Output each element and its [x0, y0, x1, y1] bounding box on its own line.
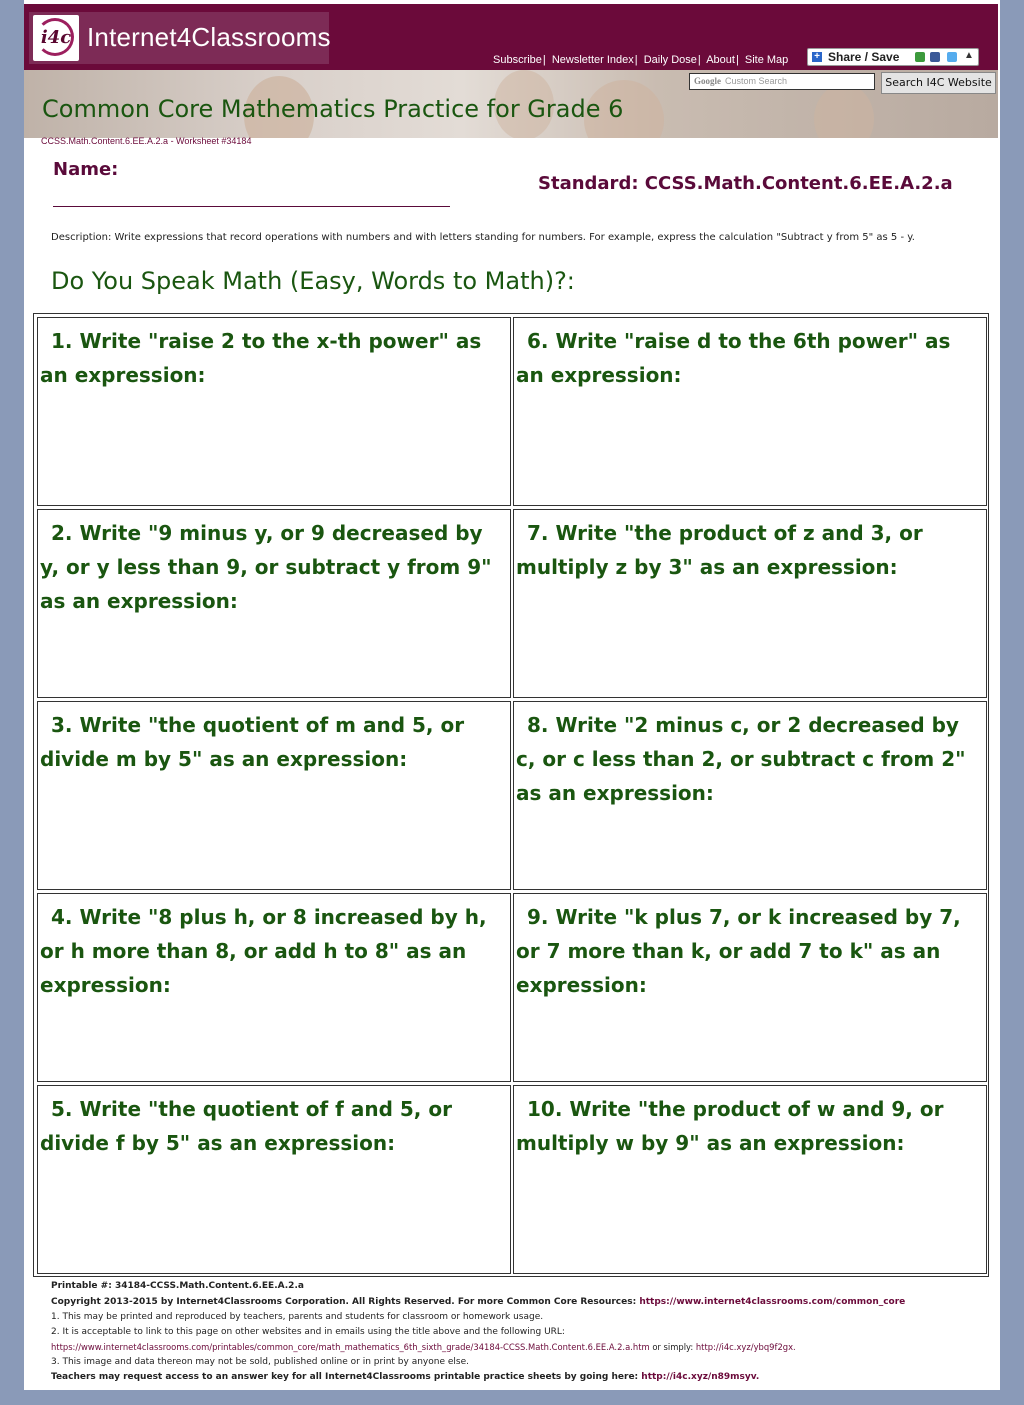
question-cell — [513, 509, 987, 698]
answer-key-link[interactable]: http://i4c.xyz/n89msyv. — [641, 1372, 760, 1382]
question-cell — [37, 893, 511, 1082]
printable-id: Printable #: 34184-CCSS.Math.Content.6.EE.A.2.a — [51, 1281, 304, 1291]
nav-site-map[interactable]: Site Map — [744, 54, 789, 66]
page-title: Common Core Mathematics Practice for Grade 6 — [42, 95, 624, 123]
copyright: Copyright 2013-2015 by Internet4Classrooms Corporation. All Rights Reserved. For more Common Core Resources: https://www.internet4classrooms.com/common_core — [51, 1297, 906, 1307]
site-logo[interactable] — [29, 12, 329, 64]
facebook-icon[interactable] — [930, 52, 940, 62]
standard-label: Standard: CCSS.Math.Content.6.EE.A.2.a — [538, 173, 953, 194]
question-cell — [37, 701, 511, 890]
question-text: 10. Write "the product of w and 9, or multiply w by 9" as an expression: — [516, 1097, 944, 1155]
name-label: Name: — [53, 159, 119, 180]
nav-subscribe[interactable]: Subscribe — [493, 54, 542, 66]
question-text: 2. Write "9 minus y, or 9 decreased by y, or y less than 9, or subtract y from 9" as an expression: — [40, 521, 492, 613]
question-cell — [513, 1085, 987, 1274]
question-text: 8. Write "2 minus c, or 2 decreased by c, or c less than 2, or subtract c from 2" as an expression: — [516, 713, 966, 805]
nav-about[interactable]: About — [706, 54, 735, 66]
question-grid — [33, 313, 989, 1277]
description: Description: Write expressions that record operations with numbers and with letters standing for numbers. For example, express the calculation "Subtract y from 5" as 5 - y. — [51, 232, 915, 243]
top-nav: Subscribe| Newsletter Index| Daily Dose| About| Site Map — [493, 54, 789, 66]
search-input[interactable]: Google Custom Search — [689, 73, 875, 90]
common-core-link[interactable]: https://www.internet4classrooms.com/common_core — [639, 1297, 906, 1307]
question-text: 7. Write "the product of z and 3, or multiply z by 3" as an expression: — [516, 521, 923, 579]
question-text: 5. Write "the quotient of f and 5, or divide f by 5" as an expression: — [40, 1097, 452, 1155]
logo-ring-icon — [36, 18, 74, 56]
search-button[interactable]: Search I4C Website — [881, 72, 996, 94]
question-text: 3. Write "the quotient of m and 5, or divide m by 5" as an expression: — [40, 713, 465, 771]
site-header — [24, 4, 998, 70]
banner-photo-face — [814, 84, 874, 138]
name-line — [53, 206, 450, 207]
question-text: 9. Write "k plus 7, or k increased by 7, or 7 more than k, or add 7 to k" as an expression: — [516, 905, 961, 997]
question-cell — [513, 701, 987, 890]
twitter-icon[interactable] — [947, 52, 957, 62]
question-cell — [513, 893, 987, 1082]
banner — [24, 70, 998, 138]
short-url-link[interactable]: http://i4c.xyz/ybq9f2gx. — [695, 1342, 796, 1352]
question-cell — [37, 1085, 511, 1274]
chevron-updown-icon[interactable]: ▲ — [964, 50, 974, 61]
note-2: 2. It is acceptable to link to this page on other websites and in emails using the title above and the following URL: — [51, 1327, 565, 1337]
url-line: https://www.internet4classrooms.com/printables/common_core/math_mathematics_6th_sixth_grade/34184-CCSS.Math.Content.6.EE.A.2.a.htm or simply: http://i4c.xyz/ybq9f2gx. — [51, 1342, 796, 1352]
question-cell — [37, 317, 511, 506]
logo-mark: i4c — [33, 15, 79, 61]
question-text: 4. Write "8 plus h, or 8 increased by h, or h more than 8, or add h to 8" as an expression: — [40, 905, 487, 997]
share-save-button[interactable]: + Share / Save ▲ — [807, 48, 979, 66]
nav-newsletter-index[interactable]: Newsletter Index — [551, 54, 634, 66]
question-text: 1. Write "raise 2 to the x-th power" as an expression: — [40, 329, 482, 387]
answer-key: Teachers may request access to an answer key for all Internet4Classrooms printable practice sheets by going here: http://i4c.xyz/n89msyv. — [51, 1372, 760, 1382]
question-cell — [37, 509, 511, 698]
breadcrumb: CCSS.Math.Content.6.EE.A.2.a - Worksheet #34184 — [41, 136, 252, 146]
section-title: Do You Speak Math (Easy, Words to Math)?: — [51, 267, 575, 295]
logo-text: Internet4Classrooms — [87, 22, 331, 52]
page — [24, 0, 1000, 1390]
note-1: 1. This may be printed and reproduced by teachers, parents and students for classroom or homework usage. — [51, 1312, 544, 1322]
email-share-icon[interactable] — [915, 52, 925, 62]
question-cell — [513, 317, 987, 506]
question-text: 6. Write "raise d to the 6th power" as an expression: — [516, 329, 951, 387]
worksheet-url-link[interactable]: https://www.internet4classrooms.com/printables/common_core/math_mathematics_6th_sixth_grade/34184-CCSS.Math.Content.6.EE.A.2.a.htm — [51, 1342, 650, 1352]
note-3: 3. This image and data thereon may not be sold, published online or in print by anyone else. — [51, 1357, 469, 1367]
plus-icon: + — [812, 52, 822, 62]
nav-daily-dose[interactable]: Daily Dose — [643, 54, 697, 66]
